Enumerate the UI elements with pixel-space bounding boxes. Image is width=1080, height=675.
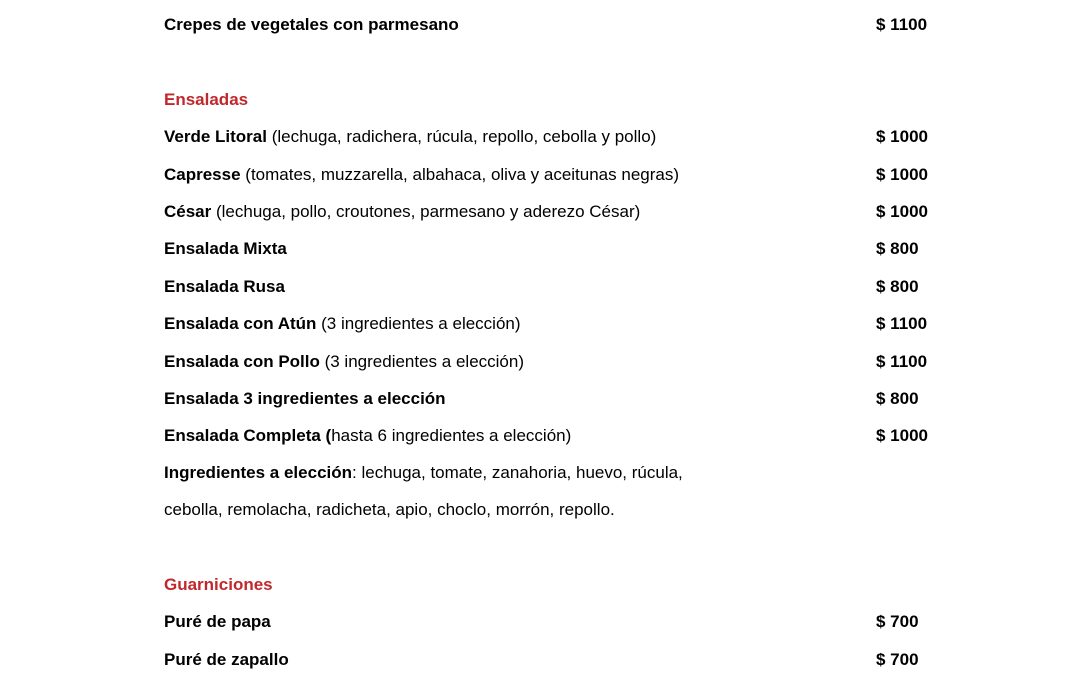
item-name: Crepes de vegetales con parmesano [164, 15, 459, 34]
item-name: César [164, 202, 212, 221]
menu-item [164, 275, 285, 299]
ingredients-label: Ingredientes a elección [164, 463, 353, 482]
ingredients-note-line1 [164, 461, 683, 485]
item-desc: (lechuga, radichera, rúcula, repollo, cebolla y pollo) [266, 127, 657, 146]
menu-item [164, 163, 679, 187]
menu-item [164, 648, 289, 672]
menu-item [164, 125, 656, 149]
menu-item [164, 610, 271, 634]
item-price: $ 700 [876, 650, 919, 669]
item-desc: (3 ingredientes a elección) [316, 314, 521, 333]
menu-item [164, 312, 521, 336]
item-price: $ 800 [876, 389, 919, 408]
item-price: $ 1000 [876, 426, 928, 445]
ingredients-note-line2: cebolla, remolacha, radicheta, apio, choclo, morrón, repollo. [164, 500, 615, 519]
item-price: $ 1100 [876, 314, 928, 333]
menu-item [164, 237, 287, 261]
item-name: Ensalada 3 ingredientes a elección [164, 389, 446, 408]
item-name: Ensalada con Atún [164, 314, 317, 333]
menu-item-crepes [164, 13, 459, 37]
item-name: Puré de zapallo [164, 650, 289, 669]
item-name: Verde Litoral [164, 127, 267, 146]
item-desc: hasta 6 ingredientes a elección) [331, 426, 572, 445]
ingredients-text: : lechuga, tomate, zanahoria, huevo, rúcula, [352, 463, 683, 482]
item-price: $ 1000 [876, 202, 928, 221]
menu-item [164, 350, 524, 374]
menu-item [164, 200, 640, 224]
item-desc: (lechuga, pollo, croutones, parmesano y aderezo César) [211, 202, 641, 221]
item-price: $ 800 [876, 239, 919, 258]
item-price: $ 1000 [876, 165, 928, 184]
menu-item [164, 424, 571, 448]
item-price: $ 1100 [876, 15, 928, 34]
section-title-ensaladas: Ensaladas [164, 90, 249, 109]
item-desc: (tomates, muzzarella, albahaca, oliva y aceitunas negras) [240, 165, 680, 184]
item-price: $ 1100 [876, 352, 928, 371]
item-name: Capresse [164, 165, 241, 184]
item-desc: (3 ingredientes a elección) [319, 352, 524, 371]
item-price: $ 1000 [876, 127, 928, 146]
section-title-guarniciones: Guarniciones [164, 575, 273, 594]
item-price: $ 800 [876, 277, 919, 296]
item-name: Ensalada Rusa [164, 277, 285, 296]
item-name: Puré de papa [164, 612, 271, 631]
item-price: $ 700 [876, 612, 919, 631]
item-name: Ensalada con Pollo [164, 352, 320, 371]
item-name: Ensalada Mixta [164, 239, 287, 258]
menu-item [164, 387, 446, 411]
item-name: Ensalada Completa ( [164, 426, 332, 445]
